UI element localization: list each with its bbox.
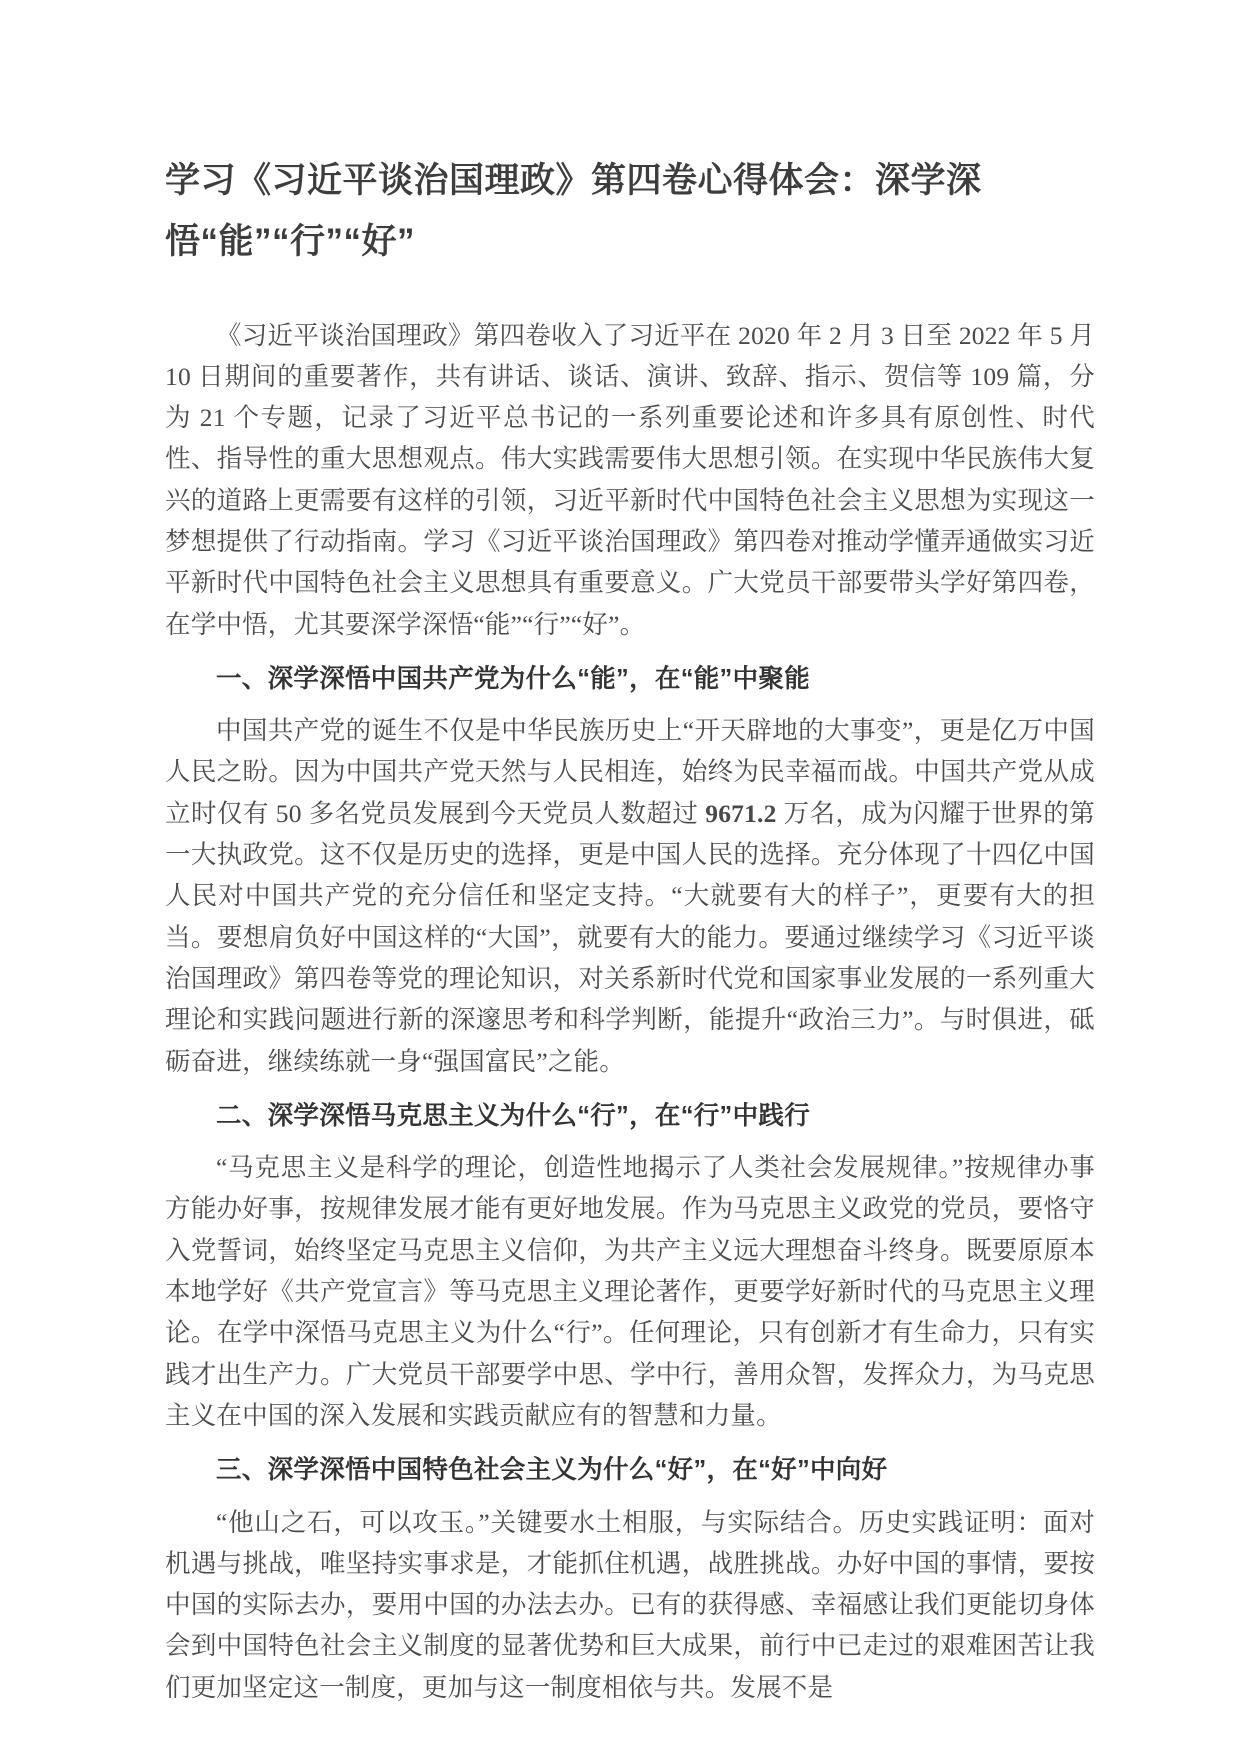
party-member-count: 9671.2 [705,798,777,828]
section-paragraph-3: “他山之石，可以攻玉。”关键要水土相服，与实际结合。历史实践证明：面对机遇与挑战，唯坚持实事求是，才能抓住机遇，战胜挑战。办好中国的事情，要按中国的实际去办，要用中国的办法去办。已有的获得感、幸福感让我们更能切身体会到中国特色社会主义制度的显著优势和巨大成果，前行中已走过的艰难困苦让我们更加坚定这一制度，更加与这一制度相依与共。发展不是 [165,1507,1095,1702]
section-heading-2: 二、深学深悟马克思主义为什么“行”，在“行”中践行 [216,1101,811,1130]
section-paragraph-1-suffix: 万名，成为闪耀于世界的第一大执政党。这不仅是历史的选择，更是中国人民的选择。充分体现了十四亿中国人民对中国共产党的充分信任和坚定支持。“大就要有大的样子”，更要有大的担当。要想肩负好中国这样的“大国”，就要有大的能力。要通过继续学习《习近平谈治国理政》第四卷等党的理论知识，对关系新时代党和国家事业发展的一系列重大理论和实践问题进行新的深邃思考和科学判断，能提升“政治三力”。与时俱进，砥砺奋进，继续练就一身“强国富民”之能。 [165,798,1095,1076]
section-heading-1: 一、深学深悟中国共产党为什么“能”，在“能”中聚能 [216,664,811,693]
intro-paragraph: 《习近平谈治国理政》第四卷收入了习近平在 2020 年 2 月 3 日至 2022 年 5 月 10 日期间的重要著作，共有讲话、谈话、演讲、致辞、指示、贺信等 109 篇，分为 21 个专题，记录了习近平总书记的一系列重要论述和许多具有原创性、时代性、指导性的重大思想观点。伟大实践需要伟大思想引领。在实现中华民族伟大复兴的道路上更需要有这样的引领，习近平新时代中国特色社会主义思想为实现这一梦想提供了行动指南。学习《习近平谈治国理政》第四卷对推动学懂弄通做实习近平新时代中国特色社会主义思想具有重要意义。广大党员干部要带头学好第四卷，在学中悟，尤其要深学深悟“能”“行”“好”。 [165,320,1095,639]
section-heading-3: 三、深学深悟中国特色社会主义为什么“好”，在“好”中向好 [216,1456,888,1485]
page-title: 学习《习近平谈治国理政》第四卷心得体会：深学深悟“能”“行”“好” [165,161,982,262]
section-paragraph-1-prefix: 中国共产党的诞生不仅是中华民族历史上“开天辟地的大事变”，更是亿万中国人民之盼。因为中国共产党天然与人民相连，始终为民幸福而战。中国共产党从成立时仅有 50 多名党员发展到今天党员人数超过 [165,716,1095,828]
section-paragraph-1 [165,710,1095,1082]
section-paragraph-2: “马克思主义是科学的理论，创造性地揭示了人类社会发展规律。”按规律办事方能办好事，按规律发展才能有更好地发展。作为马克思主义政党的党员，要恪守入党誓词，始终坚定马克思主义信仰，为共产主义远大理想奋斗终身。既要原原本本地学好《共产党宣言》等马克思主义理论著作，更要学好新时代的马克思主义理论。在学中深悟马克思主义为什么“行”。任何理论，只有创新才有生命力，只有实践才出生产力。广大党员干部要学中思、学中行，善用众智，发挥众力，为马克思主义在中国的深入发展和实践贡献应有的智慧和力量。 [165,1153,1095,1430]
